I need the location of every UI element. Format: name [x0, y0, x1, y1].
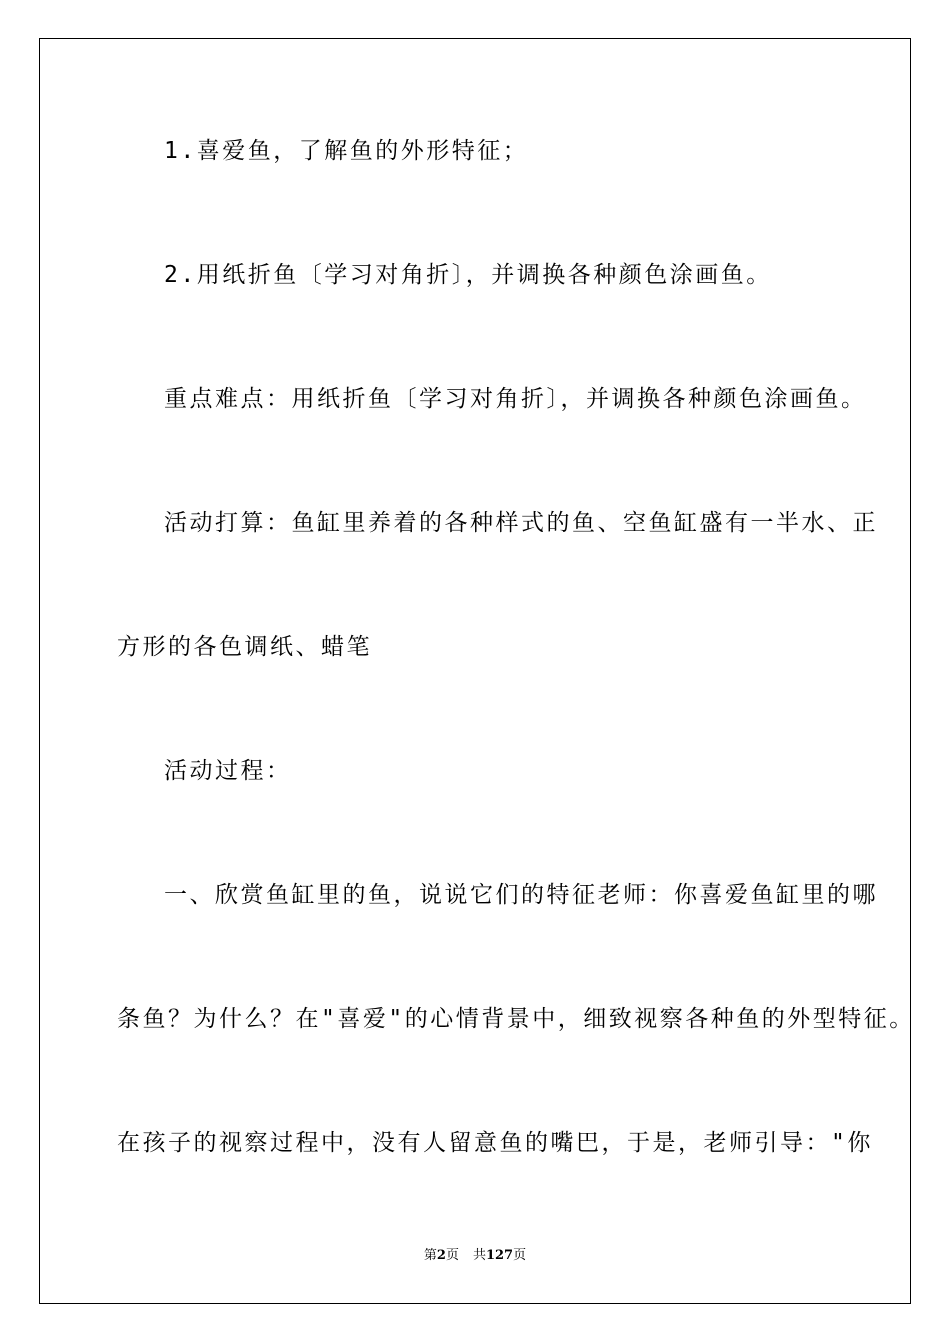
- body-line-6: 活动过程：: [164, 758, 292, 784]
- total-prefix: 共: [472, 1248, 486, 1263]
- body-line-2: 2.用纸折鱼〔学习对角折〕，并调换各种颜色涂画鱼。: [164, 262, 772, 288]
- page-border: [39, 38, 911, 1304]
- body-line-7: 一、欣赏鱼缸里的鱼，说说它们的特征老师：你喜爱鱼缸里的哪: [164, 882, 878, 908]
- body-line-8: 条鱼？为什么？在"喜爱"的心情背景中，细致视察各种鱼的外型特征。: [117, 1006, 915, 1032]
- body-line-4: 活动打算：鱼缸里养着的各种样式的鱼、空鱼缸盛有一半水、正: [164, 510, 878, 536]
- body-line-5: 方形的各色调纸、蜡笔: [117, 634, 372, 660]
- page-number: 2: [436, 1248, 446, 1263]
- page-prefix: 第: [423, 1248, 437, 1263]
- page-suffix: 页: [445, 1248, 459, 1263]
- body-line-1: 1.喜爱鱼，了解鱼的外形特征；: [164, 138, 529, 164]
- total-suffix: 页: [513, 1248, 527, 1263]
- body-line-3: 重点难点：用纸折鱼〔学习对角折〕，并调换各种颜色涂画鱼。: [164, 386, 867, 412]
- body-line-9: 在孩子的视察过程中，没有人留意鱼的嘴巴，于是，老师引导："你: [117, 1130, 873, 1156]
- total-pages: 127: [485, 1248, 514, 1263]
- page-footer: [0, 1247, 950, 1265]
